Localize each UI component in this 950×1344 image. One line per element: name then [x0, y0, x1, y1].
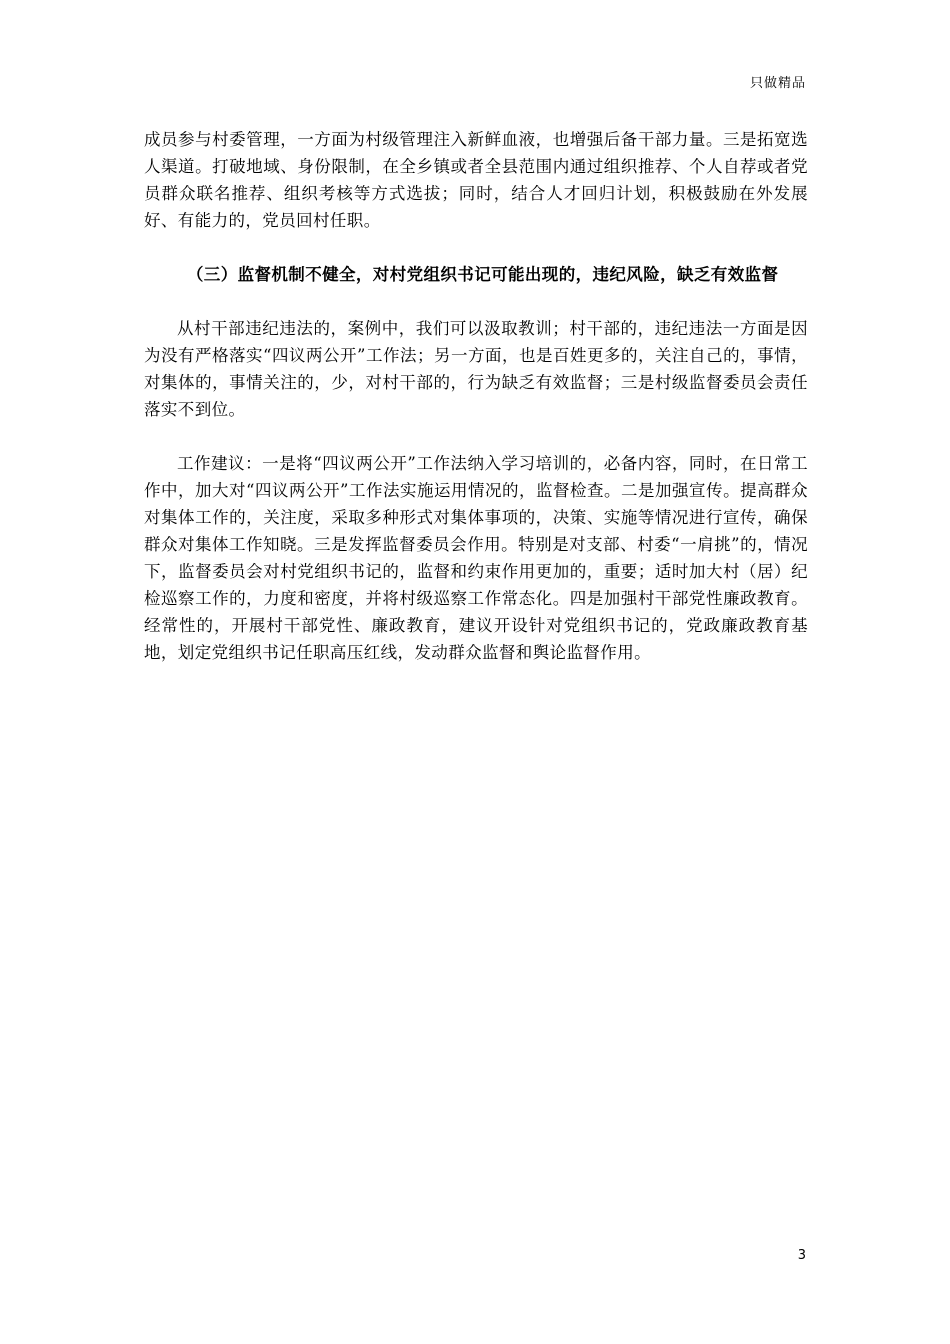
section-heading: （三）监督机制不健全，对村党组织书记可能出现的，违纪风险，缺乏有效监督 — [186, 265, 779, 284]
document-body — [144, 126, 808, 666]
page-number: 3 — [797, 1248, 806, 1263]
paragraph-suggestions: 工作建议：一是将“四议两公开”工作法纳入学习培训的，必备内容，同时，在日常工作中，加大对“四议两公开”工作法实施运用情况的，监督检查。二是加强宣传。提高群众对集体工作的，关注度，采取多种形式对集体事项的，决策、实施等情况进行宣传，确保群众对集体工作知晓。三是发挥监督委员会作用。特别是对支部、村委“一肩挑”的，情况下，监督委员会对村党组织书记的，监督和约束作用更加的，重要；适时加大村（居）纪检巡察工作的，力度和密度，并将村级巡察工作常态化。四是加强村干部党性廉政教育。经常性的，开展村干部党性、廉政教育，建议开设针对党组织书记的，党政廉政教育基地，划定党组织书记任职高压红线，发动群众监督和舆论监督作用。 — [144, 454, 808, 662]
paragraph-lessons: 从村干部违纪违法的，案例中，我们可以汲取教训；村干部的，违纪违法一方面是因为没有严格落实“四议两公开”工作法；另一方面，也是百姓更多的，关注自己的，事情，对集体的，事情关注的，少，对村干部的，行为缺乏有效监督；三是村级监督委员会责任落实不到位。 — [144, 319, 808, 419]
header-note: 只做精品 — [749, 76, 806, 91]
paragraph-continued: 成员参与村委管理，一方面为村级管理注入新鲜血液，也增强后备干部力量。三是拓宽选人渠道。打破地域、身份限制，在全乡镇或者全县范围内通过组织推荐、个人自荐或者党员群众联名推荐、组织考核等方式选拔；同时，结合人才回归计划，积极鼓励在外发展好、有能力的，党员回村任职。 — [144, 130, 808, 230]
